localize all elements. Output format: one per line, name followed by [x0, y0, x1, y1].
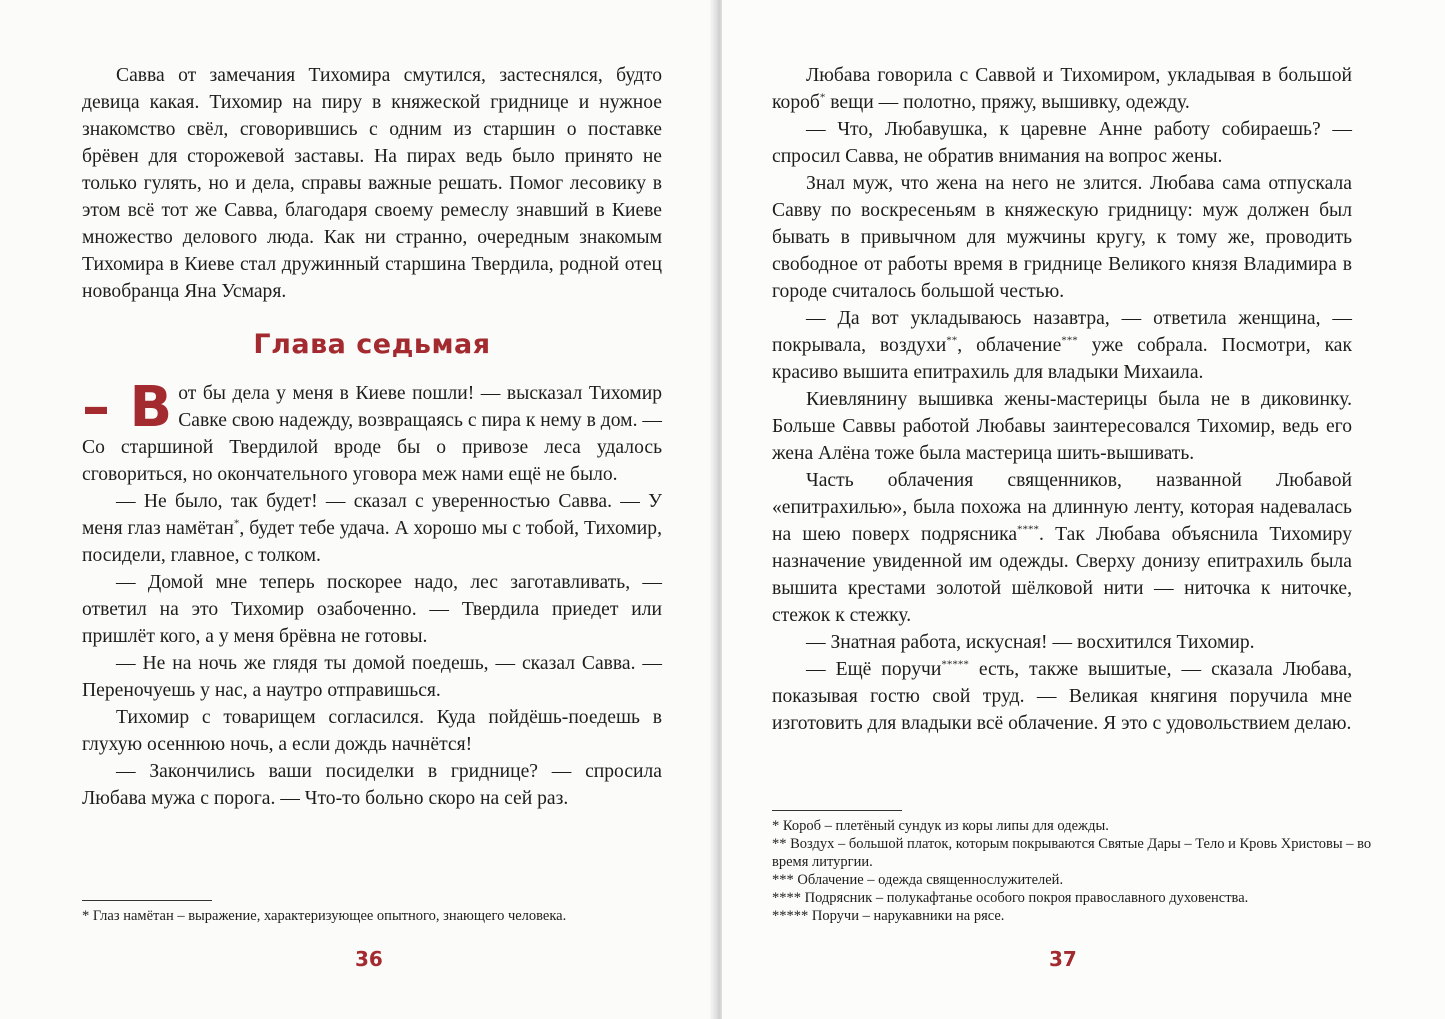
footnote-mark: * [233, 517, 240, 530]
left-page [0, 0, 716, 1019]
paragraph-text: уже собрала. Посмотри, как красиво вышита епитрахиль для владыки Михаила. [772, 335, 1353, 383]
paragraph: Тихомир с товарищем согласился. Куда пойдёшь-поедешь в глухую осеннюю ночь, а если дождь начнётся! [82, 707, 662, 755]
chapter-title: Глава седьмая [253, 329, 491, 360]
dropcap-text: от бы дела у меня в Киеве пошли! — высказал Тихомир Савке свою надежду, возвращаясь с пира к нему в дом. — Со старшиной Твердилой вроде бы о привозе леса удалось сговориться, но окончательного уговора меж нами ещё не было. [82, 383, 662, 485]
paragraph [772, 467, 1352, 629]
paragraph: — Домой мне теперь поскорее надо, лес заготавливать, — ответил на это Тихомир озабоченно. — Твердила приедет или пришлёт кого, а у меня брёвна не готовы. [82, 572, 662, 647]
page-number-right: 37 [1049, 947, 1077, 971]
paragraph: — Знатная работа, искусная! — восхитился Тихомир. [806, 632, 1255, 653]
footnote-mark: **** [1017, 523, 1040, 536]
paragraph-text: есть, также вышитые, — сказала Любава, показывая гостю свой труд. — Великая княгиня поручила мне изготовить для владыки всё облачение. Я это с удовольствием делаю. [772, 659, 1352, 734]
footnote: *** Облачение – одежда священнослужителей. [772, 872, 1064, 888]
paragraph: — Закончились ваши посиделки в гриднице? — спросила Любава мужа с порога. — Что-то больно скоро на сей раз. [82, 761, 662, 809]
paragraph-text: — Да вот укладываюсь назавтра, — ответила женщина, — покрывала, воздухи [772, 308, 1352, 356]
footnote: ** Воздух – большой платок, которым покрываются Святые Дары – Тело и Кровь Христовы – во время литургии. [772, 836, 1372, 870]
paragraph-text: вещи — полотно, пряжу, вышивку, одежду. [825, 92, 1190, 113]
footnote-mark: *** [1061, 334, 1078, 347]
right-footnotes [772, 810, 1372, 925]
footnote: * Глаз намётан – выражение, характеризующее опытного, знающего человека. [82, 908, 567, 924]
left-page-text [82, 62, 662, 812]
paragraph: — Не на ночь же глядя ты домой поедешь, — сказал Савва. — Переночуешь у нас, а наутро отправишься. [82, 653, 662, 701]
paragraph-text: Любава говорила с Саввой и Тихомиром, укладывая в большой короб [772, 65, 1352, 113]
dropcap-paragraph [82, 375, 662, 488]
paragraph [82, 488, 662, 569]
dropcap-letter: В [129, 375, 173, 440]
paragraph [772, 656, 1352, 737]
right-page [722, 0, 1445, 1019]
paragraph: — Что, Любавушка, к царевне Анне работу собираешь? — спросил Савва, не обратив внимания на вопрос жены. [772, 119, 1352, 167]
paragraph: Киевлянину вышивка жены-мастерицы была не в диковинку. Больше Саввы работой Любавы заинтересовался Тихомир, ведь его жена Алёна тоже была мастерица шить-вышивать. [772, 389, 1352, 464]
page-number-left: 36 [355, 947, 383, 971]
left-footnotes [82, 900, 672, 925]
paragraph-text: Часть облачения священников, названной Любавой «епитрахилью», была похожа на длинную ленту, которая надевалась на шею поверх подрясника [772, 470, 1352, 545]
footnote-mark: ***** [941, 658, 969, 671]
footnote: **** Подрясник – полукафтанье особого покроя православного духовенства. [772, 890, 1249, 906]
paragraph: Знал муж, что жена на него не злится. Любава сама отпускала Савву по воскресеньям в княжескую гридницу: муж должен был бывать в привычном для мужчины кругу, к тому же, проводить свободное от работы время в гриднице Великого князя Владимира в городе считалось большой честью. [772, 173, 1352, 302]
paragraph-text: , будет тебе удача. А хорошо мы с тобой, Тихомир, посидели, главное, с толком. [82, 518, 662, 566]
footnote-rule [772, 810, 902, 811]
footnote-mark: ** [946, 334, 958, 347]
paragraph [772, 305, 1352, 386]
footnote: * Короб – плетёный сундук из коры липы для одежды. [772, 818, 1109, 834]
paragraph-text: — Не было, так будет! — сказал с уверенностью Савва. — У меня глаз намётан [82, 491, 662, 539]
footnote-rule [82, 900, 212, 901]
right-page-text [772, 62, 1352, 737]
paragraph [772, 62, 1352, 116]
paragraph-text: — Ещё поручи [806, 659, 942, 680]
dropcap [82, 375, 173, 440]
dropcap-dash: – [82, 375, 130, 440]
paragraph-text: , облачение [957, 335, 1062, 356]
footnote: ***** Поручи – нарукавники на рясе. [772, 908, 1005, 924]
paragraph-text: . Так Любава объяснила Тихомиру назначение увиденной им одежды. Сверху донизу епитрахиль была вышита крестами золотой шёлковой нити — ниточка к ниточке, стежок к стежку. [772, 524, 1353, 626]
footnote-mark: * [819, 91, 826, 104]
paragraph: Савва от замечания Тихомира смутился, застеснялся, будто девица какая. Тихомир на пиру в княжеской гриднице и нужное знакомство свёл, сговорившись с одним из старшин о поставке брёвен для сторожевой заставы. На пирах ведь было принято не только гулять, но и дела, справы важные решать. Помог лесовику в этом всё тот же Савва, благодаря своему ремеслу знавший в Киеве множество делового люда. Как ни странно, очередным знакомым Тихомира в Киеве стал дружинный старшина Твердила, родной отец новобранца Яна Усмаря. [82, 65, 662, 302]
